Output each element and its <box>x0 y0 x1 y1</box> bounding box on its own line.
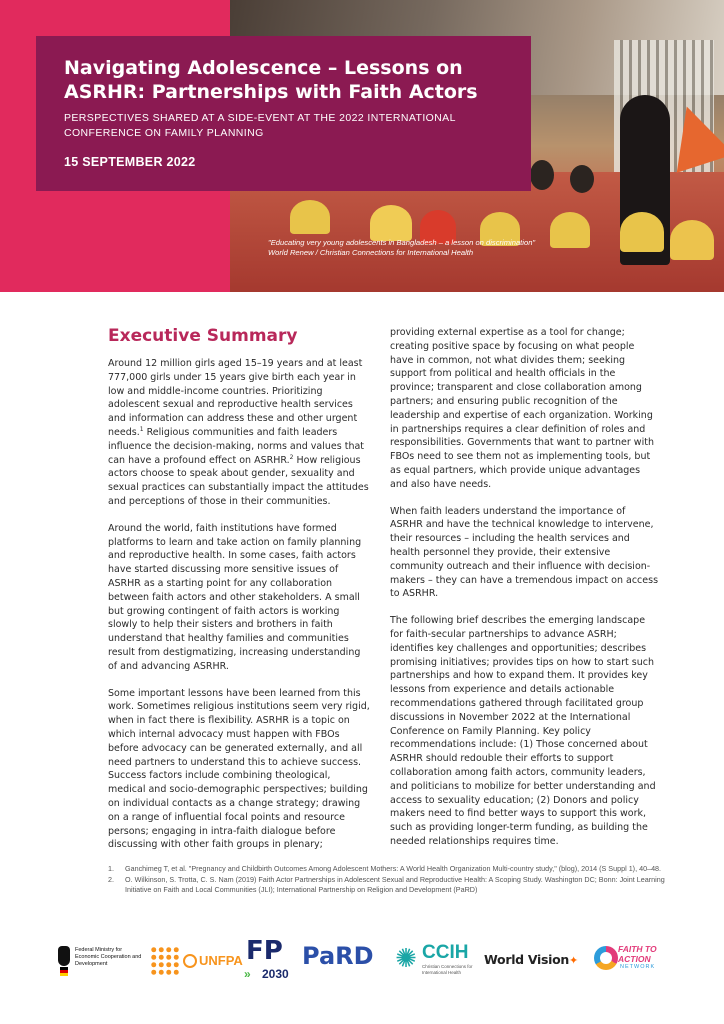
footnote-text: Ganchimeg T, et al. "Pregnancy and Childbirth Outcomes Among Adolescent Mothers: A World Health Organization Multi-country study," (blog), 2014 (S Suppl 1), 40–48. <box>125 864 662 873</box>
photo-child-cap <box>620 212 664 252</box>
faith-to-action-mark-icon <box>594 946 618 970</box>
paragraph-5: When faith leaders understand the importance of ASRHR and have the technical knowledge to intervene, their resources – including the health services and health personnel they provide, their extensive community outreach and their influence with decision-makers – they can have a tremendous impact on access to ASRHR. <box>390 505 659 600</box>
photo-child-cap <box>290 200 330 234</box>
ccih-burst-icon: ✺ <box>395 943 417 973</box>
footnote-ref-2: 2 <box>289 453 294 461</box>
unfpa-logo-text: UNFPA <box>199 953 243 968</box>
document-subtitle: PERSPECTIVES SHARED AT A SIDE-EVENT AT THE 2022 INTERNATIONAL CONFERENCE ON FAMILY PLANNING <box>64 112 456 139</box>
faith-to-action-network-text: NETWORK <box>620 964 656 970</box>
unfpa-dots-icon <box>150 946 180 976</box>
fp2030-chevron-icon: » <box>244 967 249 981</box>
paragraph-1 <box>108 357 370 509</box>
photo-child-cap <box>370 205 412 241</box>
partner-logos <box>0 936 724 986</box>
fp2030-logo <box>240 938 295 982</box>
bmz-logo <box>58 946 142 976</box>
document-title: Navigating Adolescence – Lessons on ASRHR: Partnerships with Faith Actors <box>64 57 478 103</box>
photo-child <box>530 160 554 190</box>
photo-caption <box>268 238 568 258</box>
paragraph-2: Around the world, faith institutions have formed platforms to learn and take action on family planning and reproductive health. In some cases, faith actors have started discussing more sensitive issues of ASRHR as a starting point for any collaboration between faith actors and other stakeholders. A small but growing contingent of faith actors is working slowly to help their sisters and brothers in faith understand that healthy families and communities result from destigmatizing, increasing understanding of and advancing ASRHR. <box>108 522 362 672</box>
world-vision-star-icon: ✦ <box>569 954 578 967</box>
photo-child <box>570 165 594 193</box>
right-column <box>390 326 658 862</box>
section-heading: Executive Summary <box>108 326 298 346</box>
ccih-logo <box>392 940 482 980</box>
faith-to-action-logo <box>594 940 666 980</box>
footnotes <box>108 864 668 896</box>
photo-caption-credit: World Renew / Christian Connections for International Health <box>268 248 474 257</box>
left-column <box>108 326 370 865</box>
paragraph-1-text-c: How religious actors choose to speak about gender, sexuality and sexual practices can substantially impact the attitudes and perceptions of those in their communities. <box>108 454 369 507</box>
paragraph-4: providing external expertise as a tool for change; creating positive space by focusing on what people have in common, not what divides them; seeking support from political and health officials in the province; transparent and close collaboration among partners; and ensuring public recognition of the leadership and expertise of each organization. Working in partnerships requires a clear definition of roles and responsibilities. Governments that want to partner with FBOs need to see them not as implementing tools, but as equal partners, which provide unique advantages and also have needs. <box>390 327 654 490</box>
paragraph-3: Some important lessons have been learned from this work. Sometimes religious institutions seem very rigid, when in fact there is flexibility. ASRHR is a topic on which internal advocacy must happen with FBOs before advocacy can be generated externally, and all need partners to understand this to achieve success. Success factors include combining theological, medical and socio-demographic perspectives; building on individual contacts as a change strategy; drawing on a range of influential focal points and resource persons; engaging in intra-faith dialogue before discussing with other faith groups in plenary; <box>108 687 370 851</box>
footnote-number: 1. <box>108 864 114 873</box>
bmz-logo-text: Federal Ministry for Economic Cooperation and Development <box>75 947 142 967</box>
paragraph-1-text-b: Religious communities and faith leaders influence the decision-making, norms and values that can have a profound effect on ASRHR. <box>108 426 365 466</box>
fp2030-logo-letters: FP <box>246 936 283 966</box>
footnote-number: 2. <box>108 874 114 884</box>
un-emblem-icon <box>183 954 197 968</box>
ccih-logo-text: CCIH <box>422 942 469 963</box>
world-vision-logo-text: World Vision <box>484 952 570 967</box>
world-vision-logo <box>484 952 578 967</box>
german-flag-icon <box>60 967 68 976</box>
faith-to-action-logo-text: FAITH TO ACTION <box>618 944 657 964</box>
footnote-ref-1: 1 <box>139 425 144 433</box>
footnote-text: O. Wilkinson, S. Trotta, C. S. Nam (2019) Faith Actor Partnerships in Adolescent Sexual and Reproductive Health: A Scoping Study. Washington DC; Bonn: Joint Learning Initiative on Faith and Local Communities (JLI); International Partnership on Religion and Development (PaRD) <box>125 874 665 894</box>
unfpa-logo <box>150 944 243 978</box>
paragraph-1-text-a: Around 12 million girls aged 15–19 years and at least 777,000 girls under 15 years give birth each year in low and middle-income countries. Prioritizing adolescent sexual and reproductive health services and information can address these and other urgent needs. <box>108 358 363 438</box>
footnote-2 <box>108 875 668 896</box>
photo-child-cap <box>670 220 714 260</box>
document-date: 15 SEPTEMBER 2022 <box>64 155 196 169</box>
eagle-icon <box>58 946 70 966</box>
title-box <box>36 36 531 191</box>
photo-caption-title: "Educating very young adolescents in Bangladesh – a lesson on discrimination" <box>268 238 536 247</box>
fp2030-logo-year: 2030 <box>262 967 289 981</box>
pard-logo: PaRD <box>302 942 374 970</box>
paragraph-6: The following brief describes the emerging landscape for faith-secular partnerships to advance ASRH; identifies key challenges and opportunities; describes promising initiatives; provides tips on how to start such partnerships and how to expand them. It provides key lessons from experience and details actionable recommendations gathered through facilitated group discussions in November 2022 at the International Conference on Family Planning. Key policy recommendations include: (1) Those concerned about ASRHR should redouble their efforts to support collaboration among faith actors, community leaders, and politicians to mobilize for better understanding and access to sexuality education; (2) Donors and policy makers need to find better ways to support this work, such as providing longer-term funding, as building the needed relationships requires time. <box>390 615 656 847</box>
ccih-logo-subtext: Christian Connections for International Health <box>422 964 473 975</box>
footnote-1 <box>108 864 668 875</box>
